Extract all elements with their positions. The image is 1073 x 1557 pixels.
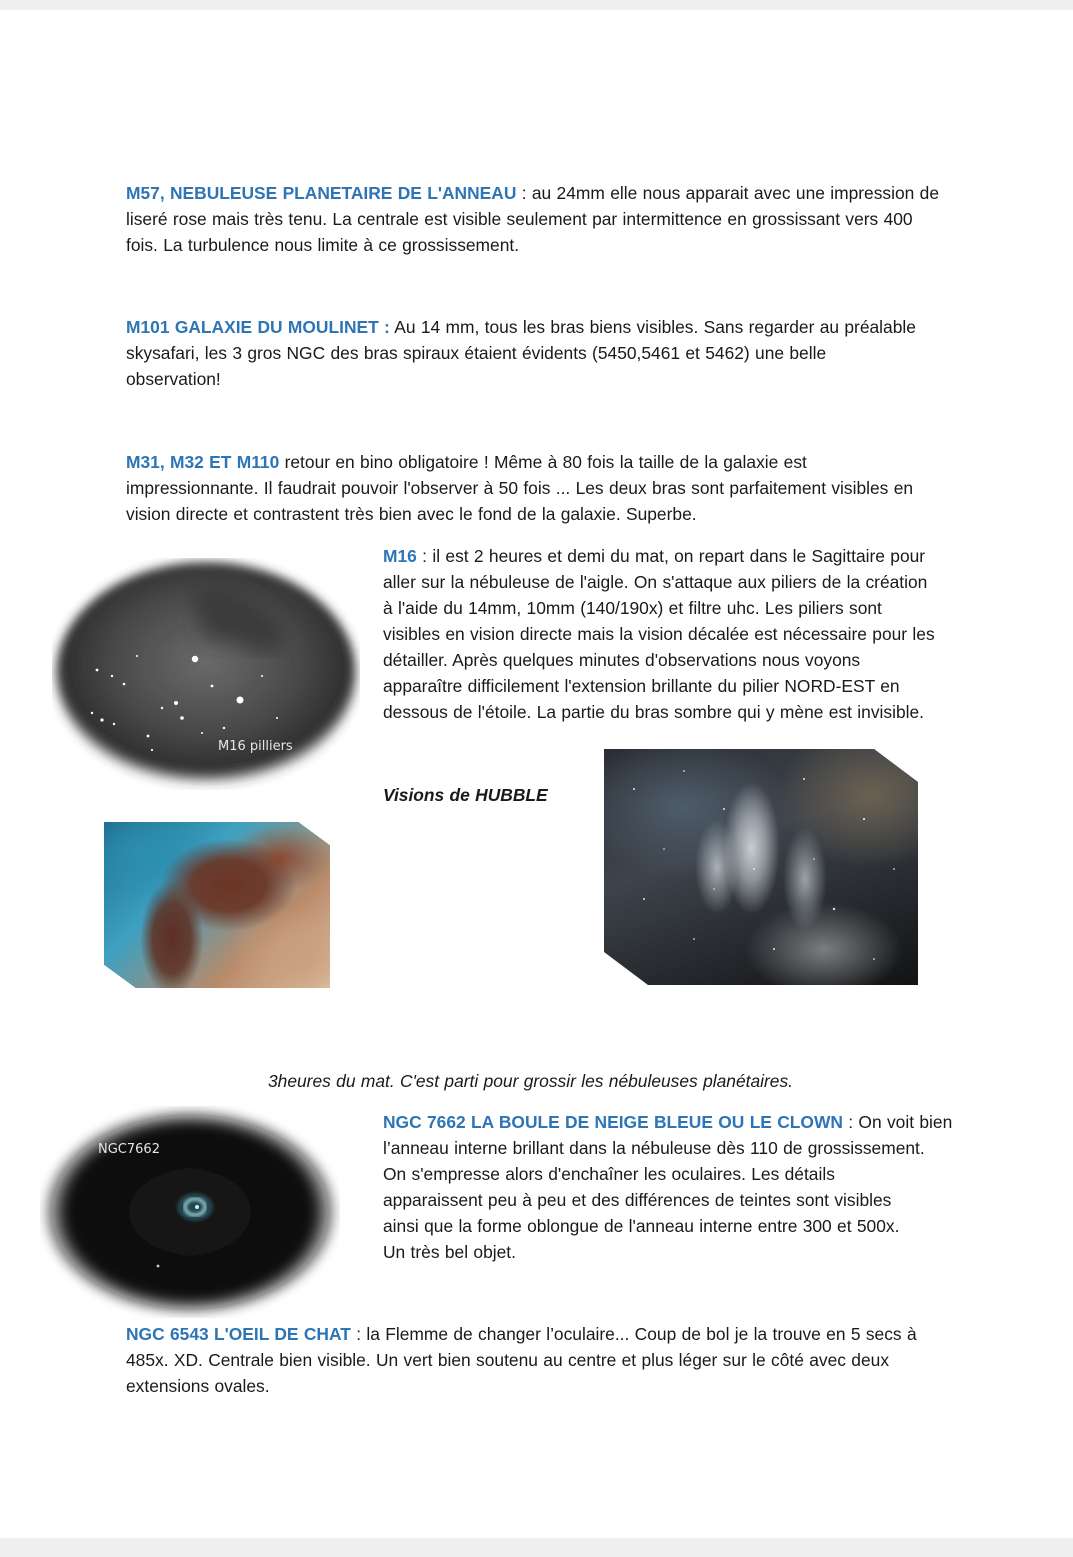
hubble-caption: Visions de HUBBLE: [383, 785, 548, 805]
text-line: observation!: [126, 369, 221, 389]
paragraph-m101: [126, 314, 916, 392]
text-line: On s'empresse alors d'enchaîner les oculaires. Les détails: [383, 1164, 835, 1184]
heading-m57: M57, NEBULEUSE PLANETAIRE DE L'ANNEAU: [126, 183, 517, 203]
interlude-line: 3heures du mat. C'est parti pour grossir les nébuleuses planétaires.: [268, 1071, 793, 1091]
paragraph-m16: [383, 543, 935, 725]
text-line: : au 24mm elle nous apparait avec une impression de: [516, 183, 940, 203]
text-line: dessous de l'étoile. La partie du bras sombre qui y mène est invisible.: [383, 702, 924, 722]
text-line: Un très bel objet.: [383, 1242, 516, 1262]
heading-m31: M31, M32 ET M110: [126, 452, 280, 472]
m16-eyepiece-sketch: [52, 558, 360, 790]
document-page: [0, 10, 1073, 1538]
ngc7662-sketch-label: NGC7662: [98, 1142, 160, 1157]
heading-m101: M101 GALAXIE DU MOULINET :: [126, 317, 390, 337]
text-line: vision directe et contrastent très bien avec le fond de la galaxie. Superbe.: [126, 504, 697, 524]
text-line: 485x. XD. Centrale bien visible. Un vert bien soutenu au centre et plus léger sur le côté avec deux: [126, 1350, 890, 1370]
m16-sketch-label: M16 pilliers: [218, 739, 293, 754]
text-line: skysafari, les 3 gros NGC des bras spiraux étaient évidents (5450,5461 et 5462) une belle: [126, 343, 827, 363]
text-line: fois. La turbulence nous limite à ce grossissement.: [126, 235, 520, 255]
text-line: extensions ovales.: [126, 1376, 270, 1396]
text-line: : la Flemme de changer l’oculaire... Coup de bol je la trouve en 5 secs à: [350, 1324, 917, 1344]
heading-ngc7662: NGC 7662 LA BOULE DE NEIGE BLEUE OU LE CLOWN: [383, 1112, 843, 1132]
text-line: : il est 2 heures et demi du mat, on repart dans le Sagittaire pour: [416, 546, 926, 566]
hubble-photo-pillars-mono: [592, 737, 932, 997]
text-line: : On voit bien: [842, 1112, 953, 1132]
text-line: Au 14 mm, tous les bras biens visibles. Sans regarder au préalable: [389, 317, 916, 337]
text-line: retour en bino obligatoire ! Même à 80 fois la taille de la galaxie est: [279, 452, 807, 472]
text-line: visibles en vision directe mais la vision décalée est nécessaire pour les: [383, 624, 935, 644]
text-line: apparaissent peu à peu et des différences de teintes sont visibles: [383, 1190, 892, 1210]
paragraph-ngc6543: [126, 1321, 917, 1399]
text-line: liseré rose mais très tenu. La centrale est visible seulement par intermittence en grossissant vers 400: [126, 209, 913, 229]
hubble-photo-pillars-color: [90, 808, 344, 1000]
paragraph-m31: [126, 449, 913, 527]
text-line: détailler. Après quelques minutes d'observations nous voyons: [383, 650, 861, 670]
ngc7662-eyepiece-sketch: [40, 1106, 340, 1318]
paragraph-ngc7662: [383, 1109, 952, 1265]
text-line: à l'aide du 14mm, 10mm (140/190x) et filtre uhc. Les piliers sont: [383, 598, 882, 618]
paragraph-m57: [126, 180, 939, 258]
heading-m16: M16: [383, 546, 417, 566]
text-line: aller sur la nébuleuse de l'aigle. On s'attaque aux piliers de la création: [383, 572, 928, 592]
text-line: apparaître difficilement l'extension brillante du pilier NORD-EST en: [383, 676, 900, 696]
text-line: impressionnante. Il faudrait pouvoir l'observer à 50 fois ... Les deux bras sont parfaitement visibles en: [126, 478, 914, 498]
text-line: l’anneau interne brillant dans la nébuleuse dès 110 de grossissement.: [383, 1138, 925, 1158]
text-line: ainsi que la forme oblongue de l'anneau interne entre 300 et 500x.: [383, 1216, 900, 1236]
heading-ngc6543: NGC 6543 L'OEIL DE CHAT: [126, 1324, 351, 1344]
